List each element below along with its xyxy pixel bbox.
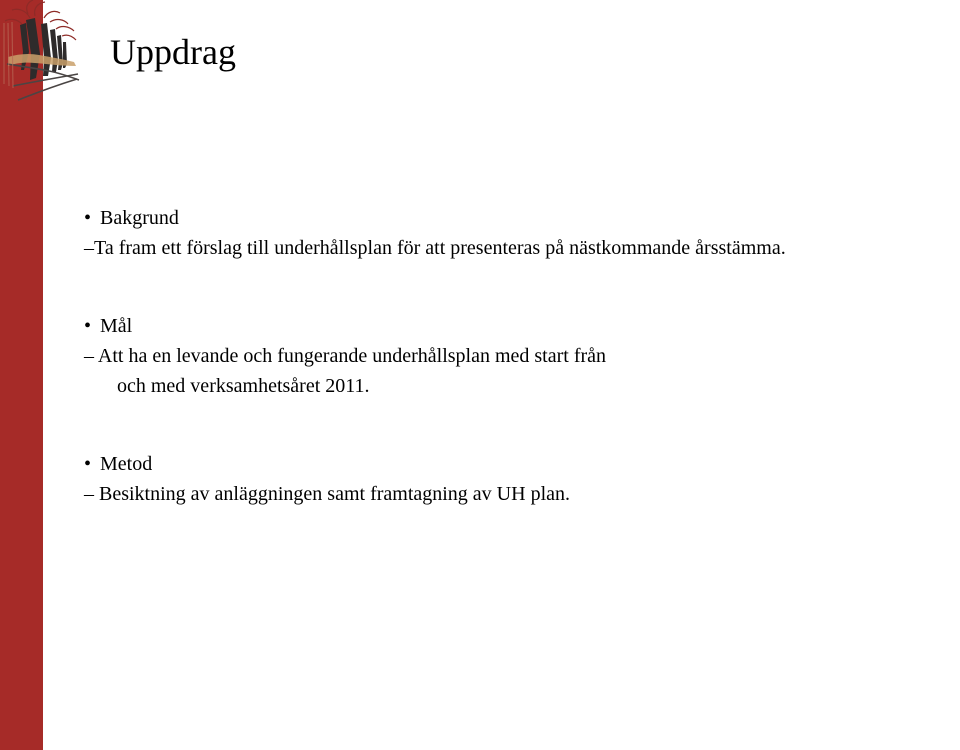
section-heading-text: Bakgrund: [100, 207, 179, 229]
section-heading-text: Mål: [100, 315, 133, 337]
detail-text: Att ha en levande och fungerande underhållsplan med start från: [94, 345, 607, 367]
left-accent-bar: [0, 0, 43, 750]
section-detail-line: [84, 341, 954, 371]
slide-content: [84, 203, 954, 509]
detail-text: Besiktning av anläggningen samt framtagning av UH plan.: [94, 483, 571, 505]
bullet-icon: •: [84, 453, 92, 475]
section-heading: [84, 311, 954, 341]
section-mal: [84, 311, 954, 401]
dash-icon: –: [84, 483, 94, 505]
page-title: Uppdrag: [110, 32, 236, 72]
section-detail-line: [84, 233, 954, 263]
section-heading: [84, 203, 954, 233]
bullet-icon: •: [84, 207, 92, 229]
detail-text: Ta fram ett förslag till underhållsplan för att presenteras på nästkommande årsstämma.: [94, 237, 786, 259]
section-heading-text: Metod: [100, 453, 153, 475]
dash-icon: –: [84, 345, 94, 367]
section-detail-line: [84, 479, 954, 509]
section-bakgrund: [84, 203, 954, 263]
section-metod: [84, 449, 954, 509]
section-detail-line-continued: och med verksamhetsåret 2011.: [117, 375, 370, 397]
bullet-icon: •: [84, 315, 92, 337]
forest-trees-logo-icon: [0, 0, 82, 104]
section-heading: [84, 449, 954, 479]
dash-icon: –: [84, 237, 94, 259]
